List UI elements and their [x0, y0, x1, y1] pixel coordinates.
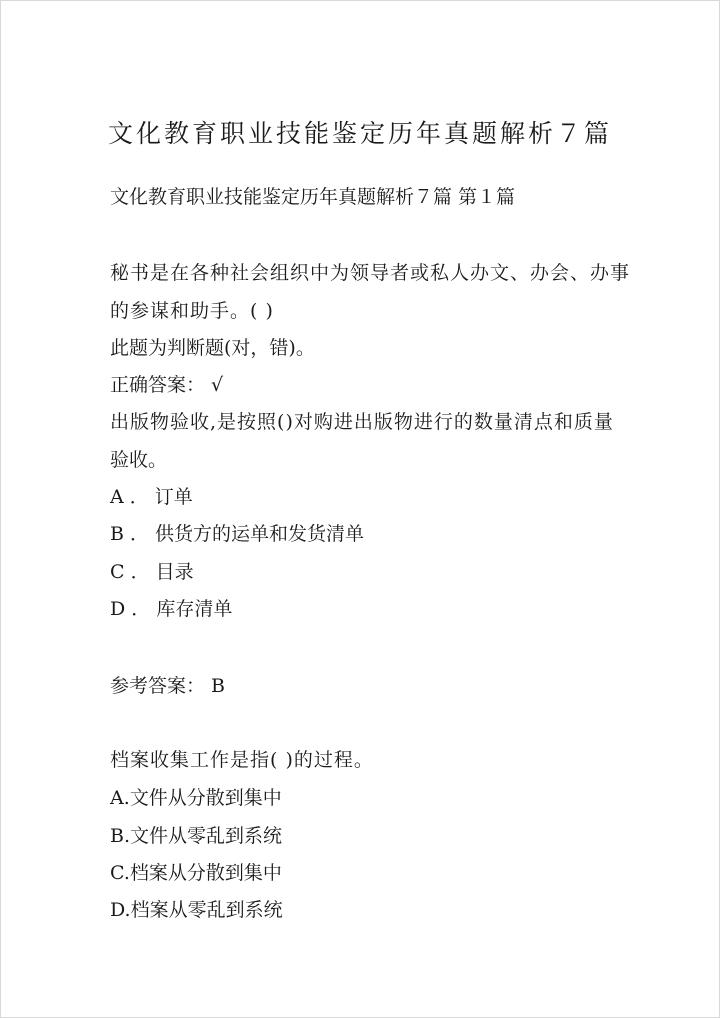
question-1-type-note: 此题为判断题(对，错)。 [110, 337, 315, 359]
question-1-stem-line-1: 秘书是在各种社会组织中为领导者或私人办文、办会、办事 [110, 262, 631, 284]
question-2-stem-line-1: 出版物验收,是按照()对购进出版物进行的数量清点和质量 [110, 411, 614, 433]
document-subtitle: 文化教育职业技能鉴定历年真题解析７篇 第１篇 [110, 186, 516, 208]
question-1-stem-line-2: 的参谋和助手。( ) [110, 300, 274, 322]
question-1-answer: 正确答案： √ [110, 374, 224, 396]
question-3-option-d: D.档案从零乱到系统 [110, 899, 283, 921]
question-3-stem: 档案收集工作是指( )的过程。 [110, 749, 374, 771]
question-3-option-b: B.文件从零乱到系统 [110, 825, 283, 847]
question-2-option-d: D ． 库存清单 [110, 598, 233, 620]
question-3-option-c: C.档案从分散到集中 [110, 862, 282, 884]
question-3-option-a: A.文件从分散到集中 [110, 787, 282, 809]
document-title: 文化教育职业技能鉴定历年真题解析７篇 [107, 119, 612, 148]
question-2-option-a: A ． 订单 [110, 486, 193, 508]
question-2-stem-line-2: 验收。 [110, 449, 168, 471]
question-2-answer: 参考答案： B [110, 675, 226, 697]
question-2-option-c: C ． 目录 [110, 561, 194, 583]
question-2-option-b: B ． 供货方的运单和发货清单 [110, 523, 365, 545]
